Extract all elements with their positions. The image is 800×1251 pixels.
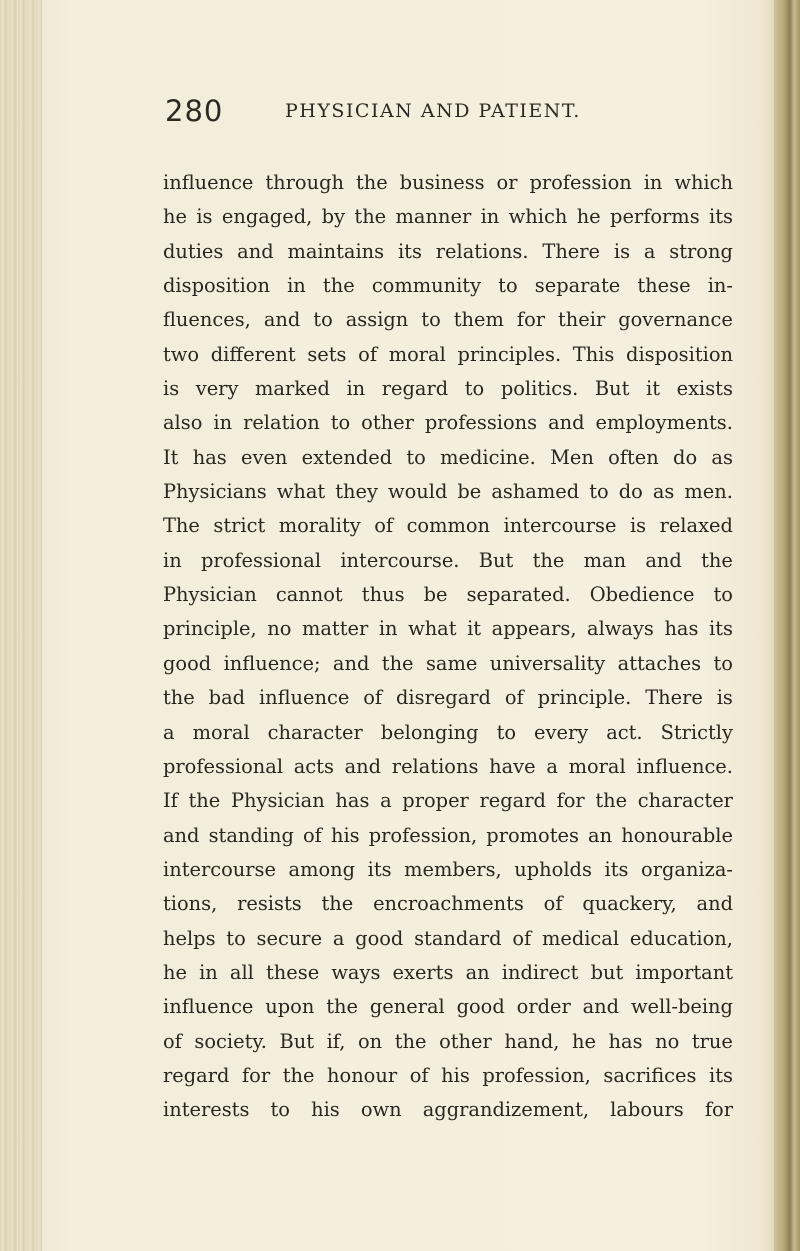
word: profession bbox=[529, 171, 632, 194]
word: influence bbox=[163, 171, 254, 194]
word: separate bbox=[534, 274, 621, 298]
word: no bbox=[267, 617, 292, 641]
word: engaged, bbox=[221, 205, 313, 229]
text-line bbox=[163, 990, 733, 1024]
word: and bbox=[344, 754, 382, 778]
word: in bbox=[287, 274, 306, 298]
word: But bbox=[594, 377, 630, 401]
word: character bbox=[267, 720, 363, 744]
word: regard bbox=[479, 789, 546, 813]
word: good bbox=[163, 651, 212, 675]
word: marked bbox=[255, 377, 330, 401]
word: men. bbox=[684, 480, 733, 504]
text-line bbox=[163, 338, 733, 372]
word: for bbox=[516, 308, 546, 332]
word: is bbox=[163, 377, 180, 401]
running-title: PHYSICIAN AND PATIENT. bbox=[285, 100, 581, 122]
word: for bbox=[241, 1063, 271, 1087]
word: very bbox=[195, 377, 239, 401]
word: it bbox=[646, 377, 660, 401]
word: same bbox=[425, 651, 478, 675]
word: honourable bbox=[621, 823, 733, 847]
word: and bbox=[582, 995, 620, 1019]
word: the bbox=[163, 686, 195, 710]
word: and bbox=[263, 308, 301, 332]
word: professions bbox=[424, 411, 538, 435]
word: intercourse bbox=[163, 857, 276, 881]
word: in bbox=[346, 377, 366, 401]
word: profession, bbox=[482, 1063, 591, 1087]
word: even bbox=[240, 445, 288, 469]
word: of bbox=[363, 686, 383, 710]
word: But bbox=[279, 1029, 315, 1053]
word: influence bbox=[163, 995, 254, 1019]
word: the bbox=[188, 789, 221, 813]
word: disposition bbox=[626, 342, 733, 366]
text-line bbox=[163, 750, 733, 784]
word: exerts bbox=[392, 960, 454, 984]
text-line bbox=[163, 303, 733, 337]
text-line bbox=[163, 922, 733, 956]
word: to bbox=[406, 445, 426, 469]
word: these bbox=[266, 960, 320, 984]
word: in bbox=[163, 548, 182, 572]
word: morality bbox=[278, 514, 361, 538]
word: often bbox=[608, 445, 659, 469]
word: upon bbox=[265, 995, 315, 1019]
word: the bbox=[701, 548, 733, 572]
page-gutter bbox=[0, 0, 42, 1251]
word: and bbox=[237, 239, 274, 263]
word: true bbox=[691, 1029, 733, 1053]
word: for bbox=[556, 789, 585, 813]
word: standard bbox=[414, 926, 502, 950]
word: his bbox=[311, 1098, 340, 1122]
word: relation bbox=[243, 411, 320, 435]
word: by bbox=[321, 205, 346, 229]
word: a bbox=[380, 789, 392, 813]
word: bad bbox=[208, 686, 246, 710]
word: of bbox=[409, 1063, 429, 1087]
word: politics. bbox=[500, 377, 579, 401]
word: But bbox=[478, 548, 514, 572]
word: two bbox=[163, 342, 200, 366]
word: his bbox=[330, 823, 360, 847]
word: The bbox=[163, 514, 200, 538]
word: indirect bbox=[501, 960, 579, 984]
word: every bbox=[534, 720, 589, 744]
word: as bbox=[652, 480, 675, 504]
text-line bbox=[163, 647, 733, 681]
word: organiza- bbox=[641, 857, 733, 881]
word: to bbox=[270, 1098, 290, 1122]
word: interests bbox=[163, 1098, 250, 1122]
word: to bbox=[226, 926, 246, 950]
word: the bbox=[321, 892, 354, 916]
word: cannot bbox=[275, 583, 343, 607]
word: assign bbox=[345, 308, 409, 332]
word: the bbox=[322, 274, 355, 298]
word: what bbox=[408, 617, 457, 641]
word: relations bbox=[391, 754, 479, 778]
word: in bbox=[378, 617, 398, 641]
word: relations. bbox=[435, 239, 529, 263]
word: to bbox=[589, 480, 609, 504]
page-edge bbox=[774, 0, 800, 1251]
word: matter bbox=[301, 617, 369, 641]
word: medical bbox=[541, 926, 620, 950]
word: have bbox=[489, 754, 536, 778]
word: standing bbox=[208, 823, 294, 847]
word: which bbox=[508, 205, 568, 229]
word: important bbox=[635, 960, 733, 984]
word: If bbox=[163, 789, 178, 813]
word: There bbox=[645, 686, 703, 710]
body-text bbox=[163, 166, 733, 1128]
word: to bbox=[330, 411, 351, 435]
word: its bbox=[604, 857, 629, 881]
word: disregard bbox=[396, 686, 491, 710]
text-line bbox=[163, 716, 733, 750]
text-line bbox=[163, 956, 733, 990]
word: order bbox=[516, 995, 571, 1019]
word: of bbox=[374, 514, 394, 538]
word: strict bbox=[213, 514, 266, 538]
word: performs bbox=[610, 205, 700, 229]
word: they bbox=[335, 480, 378, 504]
word: as bbox=[711, 445, 733, 469]
word: to bbox=[313, 308, 333, 332]
word: universality bbox=[489, 651, 606, 675]
word: it bbox=[467, 617, 482, 641]
word: helps bbox=[163, 926, 216, 950]
word: if, bbox=[326, 1029, 346, 1053]
word: separated. bbox=[466, 583, 571, 607]
page-number: 280 bbox=[165, 94, 224, 128]
word: and bbox=[645, 548, 682, 572]
word: professional bbox=[201, 548, 322, 572]
word: be bbox=[423, 583, 448, 607]
word: sets bbox=[307, 342, 347, 366]
word: its bbox=[397, 239, 422, 263]
word: This bbox=[572, 342, 615, 366]
word: also bbox=[163, 411, 203, 435]
word: employments. bbox=[595, 411, 733, 435]
word: Physician bbox=[230, 789, 325, 813]
word: he bbox=[163, 960, 187, 984]
word: of bbox=[504, 686, 524, 710]
word: intercourse. bbox=[340, 548, 460, 572]
word: to bbox=[421, 308, 441, 332]
word: a bbox=[163, 720, 175, 744]
word: hand, bbox=[504, 1029, 560, 1053]
word: disposition bbox=[163, 274, 270, 298]
word: these bbox=[637, 274, 691, 298]
word: appears, bbox=[491, 617, 577, 641]
word: his bbox=[441, 1063, 470, 1087]
word: of bbox=[358, 342, 378, 366]
text-line bbox=[163, 1059, 733, 1093]
word: be bbox=[457, 480, 482, 504]
word: quackery, bbox=[582, 892, 677, 916]
word: has bbox=[608, 1029, 643, 1053]
word: community bbox=[371, 274, 482, 298]
word: is bbox=[629, 514, 647, 538]
word: what bbox=[276, 480, 326, 504]
word: relaxed bbox=[659, 514, 733, 538]
word: influence; bbox=[223, 651, 321, 675]
word: Obedience bbox=[589, 583, 695, 607]
word: always bbox=[587, 617, 654, 641]
word: strong bbox=[669, 239, 733, 263]
running-head bbox=[165, 94, 765, 134]
word: all bbox=[229, 960, 254, 984]
word: own bbox=[360, 1098, 402, 1122]
word: the bbox=[355, 171, 388, 194]
word: attaches bbox=[617, 651, 702, 675]
word: in bbox=[213, 411, 233, 435]
word: do bbox=[673, 445, 698, 469]
word: influence bbox=[258, 686, 350, 710]
word: to bbox=[498, 274, 518, 298]
word: the bbox=[326, 995, 358, 1019]
word: and bbox=[548, 411, 585, 435]
word: and bbox=[696, 892, 733, 916]
word: in bbox=[199, 960, 218, 984]
word: regard bbox=[381, 377, 449, 401]
word: act. bbox=[606, 720, 643, 744]
word: he bbox=[576, 205, 601, 229]
text-line bbox=[163, 475, 733, 509]
word: education, bbox=[629, 926, 733, 950]
word: intercourse bbox=[503, 514, 617, 538]
word: through bbox=[265, 171, 344, 194]
word: an bbox=[588, 823, 613, 847]
text-line bbox=[163, 441, 733, 475]
word: is bbox=[613, 239, 631, 263]
word: fluences, bbox=[163, 308, 251, 332]
word: for bbox=[704, 1098, 733, 1122]
word: Physicians bbox=[163, 480, 267, 504]
word: is bbox=[716, 686, 733, 710]
text-line bbox=[163, 235, 733, 269]
text-line bbox=[163, 372, 733, 406]
word: of bbox=[543, 892, 563, 916]
word: promotes bbox=[486, 823, 579, 847]
text-line bbox=[163, 887, 733, 921]
word: its bbox=[709, 617, 733, 641]
word: business bbox=[399, 171, 485, 194]
word: Physician bbox=[163, 583, 257, 607]
word: tions, bbox=[163, 892, 218, 916]
word: principles. bbox=[457, 342, 562, 366]
word: thus bbox=[361, 583, 405, 607]
word: to bbox=[496, 720, 517, 744]
word: aggrandizement, bbox=[422, 1098, 590, 1122]
word: the bbox=[282, 1063, 315, 1087]
text-line bbox=[163, 853, 733, 887]
word: labours bbox=[610, 1098, 684, 1122]
word: belonging bbox=[380, 720, 479, 744]
word: the bbox=[532, 548, 565, 572]
text-line bbox=[163, 509, 733, 543]
word: ashamed bbox=[491, 480, 580, 504]
word: profession, bbox=[368, 823, 478, 847]
word: is bbox=[196, 205, 213, 229]
word: maintains bbox=[287, 239, 385, 263]
text-line bbox=[163, 612, 733, 646]
word: well-being bbox=[630, 995, 733, 1019]
text-line bbox=[163, 406, 733, 440]
text-line bbox=[163, 166, 733, 200]
word: There bbox=[542, 239, 601, 263]
word: a bbox=[643, 239, 656, 263]
word: of bbox=[512, 926, 532, 950]
word: do bbox=[618, 480, 643, 504]
word: or bbox=[496, 171, 518, 194]
word: good bbox=[355, 926, 404, 950]
word: regard bbox=[163, 1063, 230, 1087]
word: duties bbox=[163, 239, 224, 263]
word: the bbox=[595, 789, 628, 813]
word: has bbox=[664, 617, 699, 641]
word: honour bbox=[327, 1063, 398, 1087]
word: its bbox=[709, 1063, 733, 1087]
word: society. bbox=[194, 1029, 267, 1053]
word: to bbox=[713, 651, 733, 675]
word: It bbox=[163, 445, 179, 469]
word: general bbox=[369, 995, 445, 1019]
text-line bbox=[163, 578, 733, 612]
word: on bbox=[358, 1029, 383, 1053]
word: upholds bbox=[514, 857, 592, 881]
word: exists bbox=[676, 377, 733, 401]
text-line bbox=[163, 681, 733, 715]
word: an bbox=[465, 960, 490, 984]
word: he bbox=[572, 1029, 596, 1053]
word: governance bbox=[618, 308, 733, 332]
word: the bbox=[354, 205, 387, 229]
word: and bbox=[163, 823, 200, 847]
word: has bbox=[192, 445, 227, 469]
word: different bbox=[210, 342, 296, 366]
word: common bbox=[406, 514, 491, 538]
word: their bbox=[558, 308, 606, 332]
text-line bbox=[163, 784, 733, 818]
text-line bbox=[163, 1025, 733, 1059]
word: principle, bbox=[163, 617, 257, 641]
word: Strictly bbox=[660, 720, 733, 744]
word: secure bbox=[256, 926, 323, 950]
word: a bbox=[546, 754, 558, 778]
word: its bbox=[709, 205, 733, 229]
word: to bbox=[713, 583, 733, 607]
word: to bbox=[464, 377, 485, 401]
word: in bbox=[643, 171, 663, 194]
word: them bbox=[453, 308, 504, 332]
word: professional bbox=[163, 754, 284, 778]
word: good bbox=[456, 995, 505, 1019]
word: would bbox=[387, 480, 448, 504]
word: principle. bbox=[537, 686, 632, 710]
word: ways bbox=[331, 960, 381, 984]
word: has bbox=[335, 789, 370, 813]
word: members, bbox=[404, 857, 502, 881]
word: extended bbox=[301, 445, 393, 469]
word: the bbox=[381, 651, 414, 675]
word: proper bbox=[402, 789, 469, 813]
text-line bbox=[163, 1093, 733, 1127]
word: Men bbox=[550, 445, 594, 469]
word: he bbox=[163, 205, 187, 229]
word: the bbox=[394, 1029, 427, 1053]
text-line bbox=[163, 544, 733, 578]
word: other bbox=[439, 1029, 492, 1053]
text-line bbox=[163, 200, 733, 234]
word: its bbox=[367, 857, 392, 881]
word: medicine. bbox=[440, 445, 536, 469]
word: influence. bbox=[636, 754, 733, 778]
word: no bbox=[655, 1029, 680, 1053]
word: in- bbox=[707, 274, 733, 298]
word: character bbox=[637, 789, 733, 813]
word: other bbox=[361, 411, 414, 435]
word: moral bbox=[388, 342, 446, 366]
word: of bbox=[163, 1029, 182, 1053]
word: in bbox=[480, 205, 500, 229]
word: sacrifices bbox=[603, 1063, 697, 1087]
text-line bbox=[163, 269, 733, 303]
word: which bbox=[674, 171, 733, 194]
text-line bbox=[163, 819, 733, 853]
word: resists bbox=[237, 892, 302, 916]
word: and bbox=[332, 651, 370, 675]
word: among bbox=[288, 857, 356, 881]
word: moral bbox=[568, 754, 626, 778]
word: acts bbox=[293, 754, 334, 778]
word: a bbox=[332, 926, 345, 950]
word: encroachments bbox=[373, 892, 524, 916]
word: but bbox=[590, 960, 624, 984]
word: of bbox=[303, 823, 322, 847]
word: manner bbox=[395, 205, 472, 229]
word: man bbox=[583, 548, 627, 572]
word: moral bbox=[192, 720, 250, 744]
